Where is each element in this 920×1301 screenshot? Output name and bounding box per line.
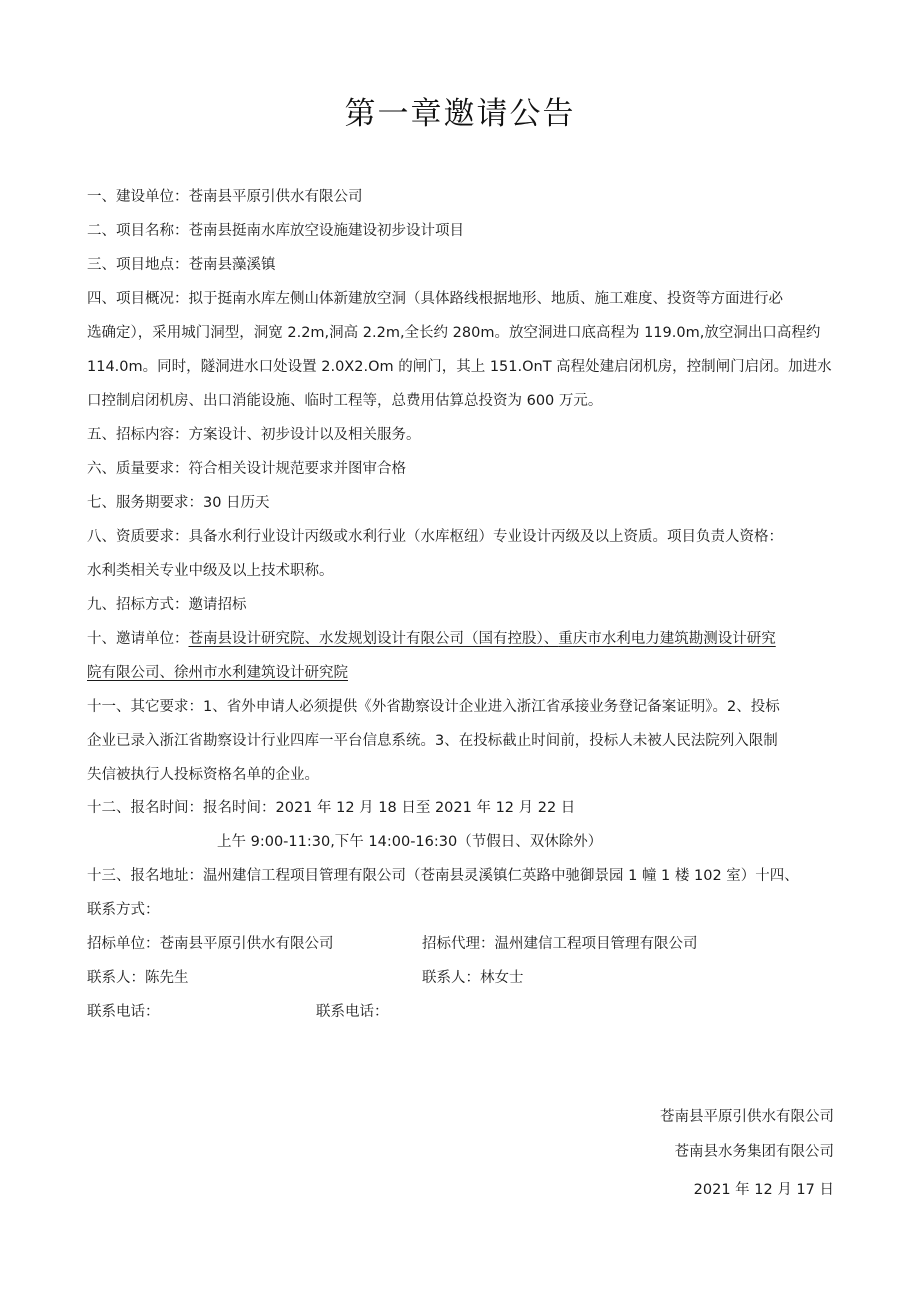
phone-right: 联系电话： (316, 1004, 389, 1020)
signature-date: 2021 年 12 月 17 日 (693, 1182, 834, 1198)
invited-unit-2: 水发规划设计有限公司（国有控股） (319, 631, 544, 647)
qualification-line-1: 八、资质要求：具备水利行业设计丙级或水利行业（水库枢纽）专业设计丙级及以上资质。项目负责人资格： (87, 529, 783, 545)
overview-line-2: 选确定），采用城门洞型，洞宽 2.2m,洞高 2.2m,全长约 280m。放空洞进口底高程为 119.0m,放空洞出口高程约 (87, 325, 821, 341)
invited-unit-1: 苍南县设计研究院 (188, 631, 305, 647)
item-construction-unit: 一、建设单位：苍南县平原引供水有限公司 (87, 189, 363, 205)
item-registration-time: 十二、报名时间：报名时间：2021 年 12 月 18 日至 2021 年 12 月 22 日 (87, 800, 576, 816)
invited-units-line-2 (87, 656, 837, 690)
qualification-line-2: 水利类相关专业中级及以上技术职称。 (87, 563, 334, 579)
item-tender-content: 五、招标内容：方案设计、初步设计以及相关服务。 (87, 427, 421, 443)
tender-unit: 招标单位：苍南县平原引供水有限公司 (87, 936, 334, 952)
invited-unit-3-part-2: 院有限公司 (87, 665, 160, 681)
registration-address-line-1: 十三、报名地址：温州建信工程项目管理有限公司（苍南县灵溪镇仁英路中驰御景园 1 幢 1 楼 102 室）十四、 (87, 868, 799, 884)
invited-unit-3-part-1: 重庆市水利电力建筑勘测设计研究 (558, 631, 776, 647)
overview-line-1: 四、项目概况：拟于挺南水库左侧山体新建放空洞（具体路线根据地形、地质、施工难度、投资等方面进行必 (87, 291, 783, 307)
contact-person-right: 联系人：林女士 (422, 970, 524, 986)
item-project-location: 三、项目地点：苍南县藻溪镇 (87, 257, 276, 273)
page-title: 第一章邀请公告 (344, 96, 576, 132)
tender-agent: 招标代理：温州建信工程项目管理有限公司 (422, 936, 698, 952)
separator: 、 (543, 631, 559, 647)
overview-line-3: 114.0m。同时，隧洞进水口处设置 2.0X2.Om 的闸门，其上 151.OnT 高程处建启闭机房，控制闸门启闭。加进水 (87, 359, 832, 375)
overview-line-4: 口控制启闭机房、出口消能设施、临时工程等，总费用估算总投资为 600 万元。 (87, 393, 603, 409)
invited-units-line-1 (87, 622, 837, 656)
item-registration-address (87, 859, 837, 927)
item-project-name: 二、项目名称：苍南县挺南水库放空设施建设初步设计项目 (87, 223, 464, 239)
phone-left: 联系电话： (87, 1004, 160, 1020)
item-tender-method: 九、招标方式：邀请招标 (87, 597, 247, 613)
other-requirements-line-3: 失信被执行人投标资格名单的企业。 (87, 767, 319, 783)
other-requirements-line-2: 企业已录入浙江省勘察设计行业四库一平台信息系统。3、在投标截止时间前，投标人未被人民法院列入限制 (87, 733, 778, 749)
signature-org-1: 苍南县平原引供水有限公司 (660, 1109, 834, 1125)
contact-person-left: 联系人：陈先生 (87, 970, 189, 986)
invited-units-label: 十、邀请单位： (87, 631, 189, 647)
separator: 、 (159, 665, 174, 681)
item-quality-requirement: 六、质量要求：符合相关设计规范要求并图审合格 (87, 461, 406, 477)
item-other-requirements (87, 690, 837, 792)
other-requirements-line-1: 十一、其它要求：1、省外申请人必须提供《外省勘察设计企业进入浙江省承接业务登记备案证明》。2、投标 (87, 699, 780, 715)
signature-org-2: 苍南县水务集团有限公司 (674, 1144, 834, 1160)
item-project-overview (87, 282, 837, 418)
item-service-period: 七、服务期要求：30 日历天 (87, 495, 270, 511)
separator: 、 (304, 631, 319, 647)
registration-address-line-2: 联系方式： (87, 902, 160, 918)
registration-hours: 上午 9:00-11:30,下午 14:00-16:30（节假日、双休除外） (217, 834, 603, 850)
item-qualification (87, 520, 837, 588)
item-invited-units (87, 622, 837, 690)
invited-unit-4: 徐州市水利建筑设计研究院 (174, 665, 348, 681)
